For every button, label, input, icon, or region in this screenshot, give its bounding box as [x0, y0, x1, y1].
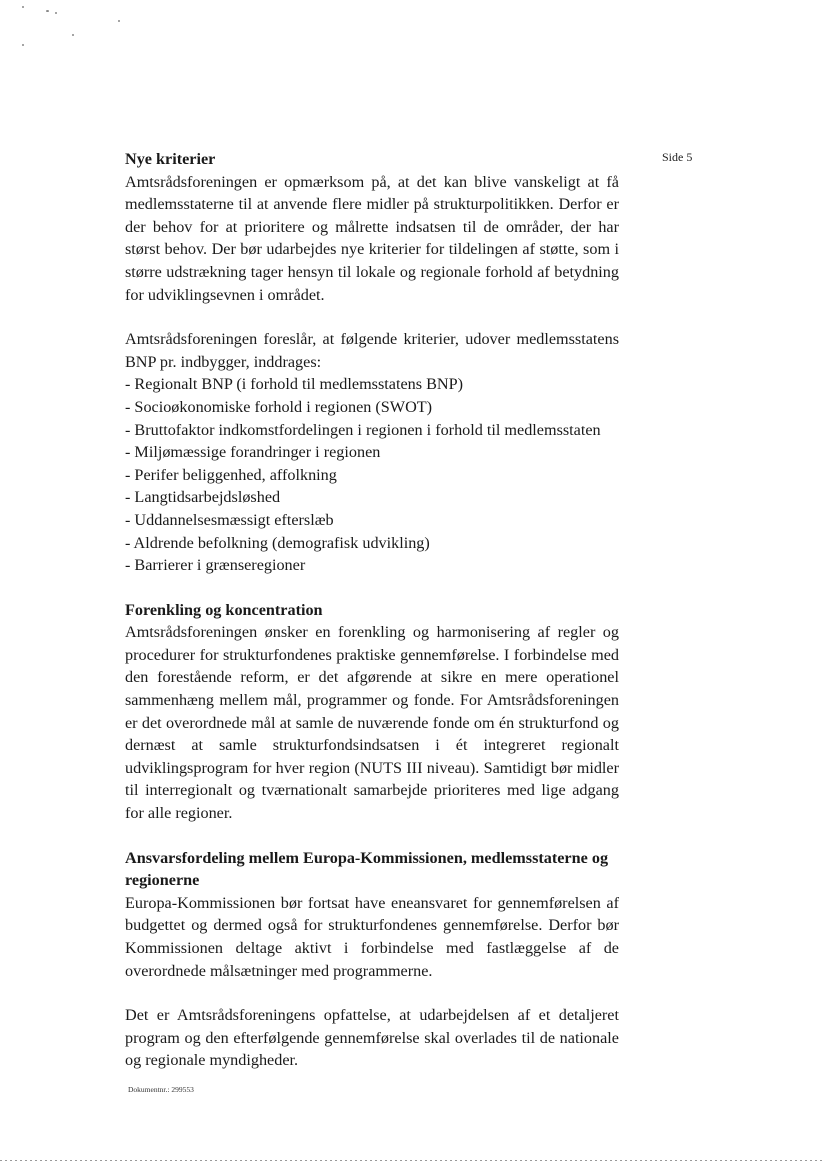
scan-speck [72, 34, 74, 36]
list-item: - Aldrende befolkning (demografisk udvikling) [125, 533, 430, 552]
scan-speck [46, 10, 49, 12]
section-nye-kriterier [125, 148, 619, 577]
document-body [125, 148, 619, 1094]
scan-speck [22, 6, 24, 8]
section-heading: Nye kriterier [125, 150, 216, 168]
paragraph: Amtsrådsforeningen er opmærksom på, at det kan blive vanskeligt at få medlemsstaterne til at anvende flere midler på strukturpolitikken. Derfor er der behov for at prioritere og målrette indsatsen til de områder, der har størst behov. Der bør udarbejdes nye kriterier for tildelingen af støtte, som i større udstrækning tager hensyn til lokale og regionale forhold af betydning for udviklingsevnen i området. [125, 172, 619, 304]
page-number: Side 5 [662, 150, 693, 164]
paragraph: Det er Amtsrådsforeningens opfattelse, at udarbejdelsen af et detaljeret program og den efterfølgende gennemførelse skal overlades til de nationale og regionale myndigheder. [125, 1006, 619, 1070]
list-item: - Uddannelsesmæssigt efterslæb [125, 510, 334, 529]
paragraph: Europa-Kommissionen bør fortsat have eneansvaret for gennemførelsen af budgettet og dermed også for strukturfondenes gennemførelse. Derfor bør Kommissionen deltage aktivt i forbindelse med fastlæggelse af de overordnede målsætninger med programmerne. [125, 893, 619, 980]
list-item: - Perifer beliggenhed, affolkning [125, 465, 337, 484]
section-heading: Forenkling og koncentration [125, 600, 323, 619]
section-forenkling [125, 599, 619, 825]
section-heading: Ansvarsfordeling mellem Europa-Kommissionen, medlemsstaterne og regionerne [125, 848, 609, 890]
list-item: - Socioøkonomiske forhold i regionen (SWOT) [125, 397, 433, 416]
scan-edge-line [0, 1160, 825, 1161]
list-item: - Langtidsarbejdsløshed [125, 488, 281, 507]
list-item: - Barrierer i grænseregioner [125, 556, 306, 575]
list-item: - Regionalt BNP (i forhold til medlemsstatens BNP) [125, 375, 463, 394]
scan-speck [55, 12, 57, 14]
section-ansvarsfordeling [125, 847, 619, 1072]
list-item: - Bruttofaktor indkomstfordelingen i regionen i forhold til medlemsstaten [125, 420, 601, 439]
list-item: - Miljømæssige forandringer i regionen [125, 443, 381, 462]
paragraph: Amtsrådsforeningen ønsker en forenkling og harmonisering af regler og procedurer for strukturfondenes praktiske gennemførelse. I forbindelse med den forestående reform, er det afgørende at sikre en mere operationel sammenhæng mellem mål, programmer og fonde. For Amtsrådsforeningen er det overordnede mål at samle de nuværende fonde om én strukturfond og dernæst at samle strukturfondsindsatsen i ét integreret regionalt udviklingsprogram for hver region (NUTS III niveau). Samtidigt bør midler til interregionalt og tværnationalt samarbejde prioriteres med lige adgang for alle regioner. [125, 623, 619, 823]
criteria-list [125, 373, 619, 576]
scan-speck [22, 44, 24, 46]
paragraph: Amtsrådsforeningen foreslår, at følgende kriterier, udover medlemsstatens BNP pr. indbygger, inddrages: [125, 330, 619, 371]
scan-speck [118, 20, 120, 22]
document-number: Dokumentnr.: 299553 [128, 1085, 194, 1094]
